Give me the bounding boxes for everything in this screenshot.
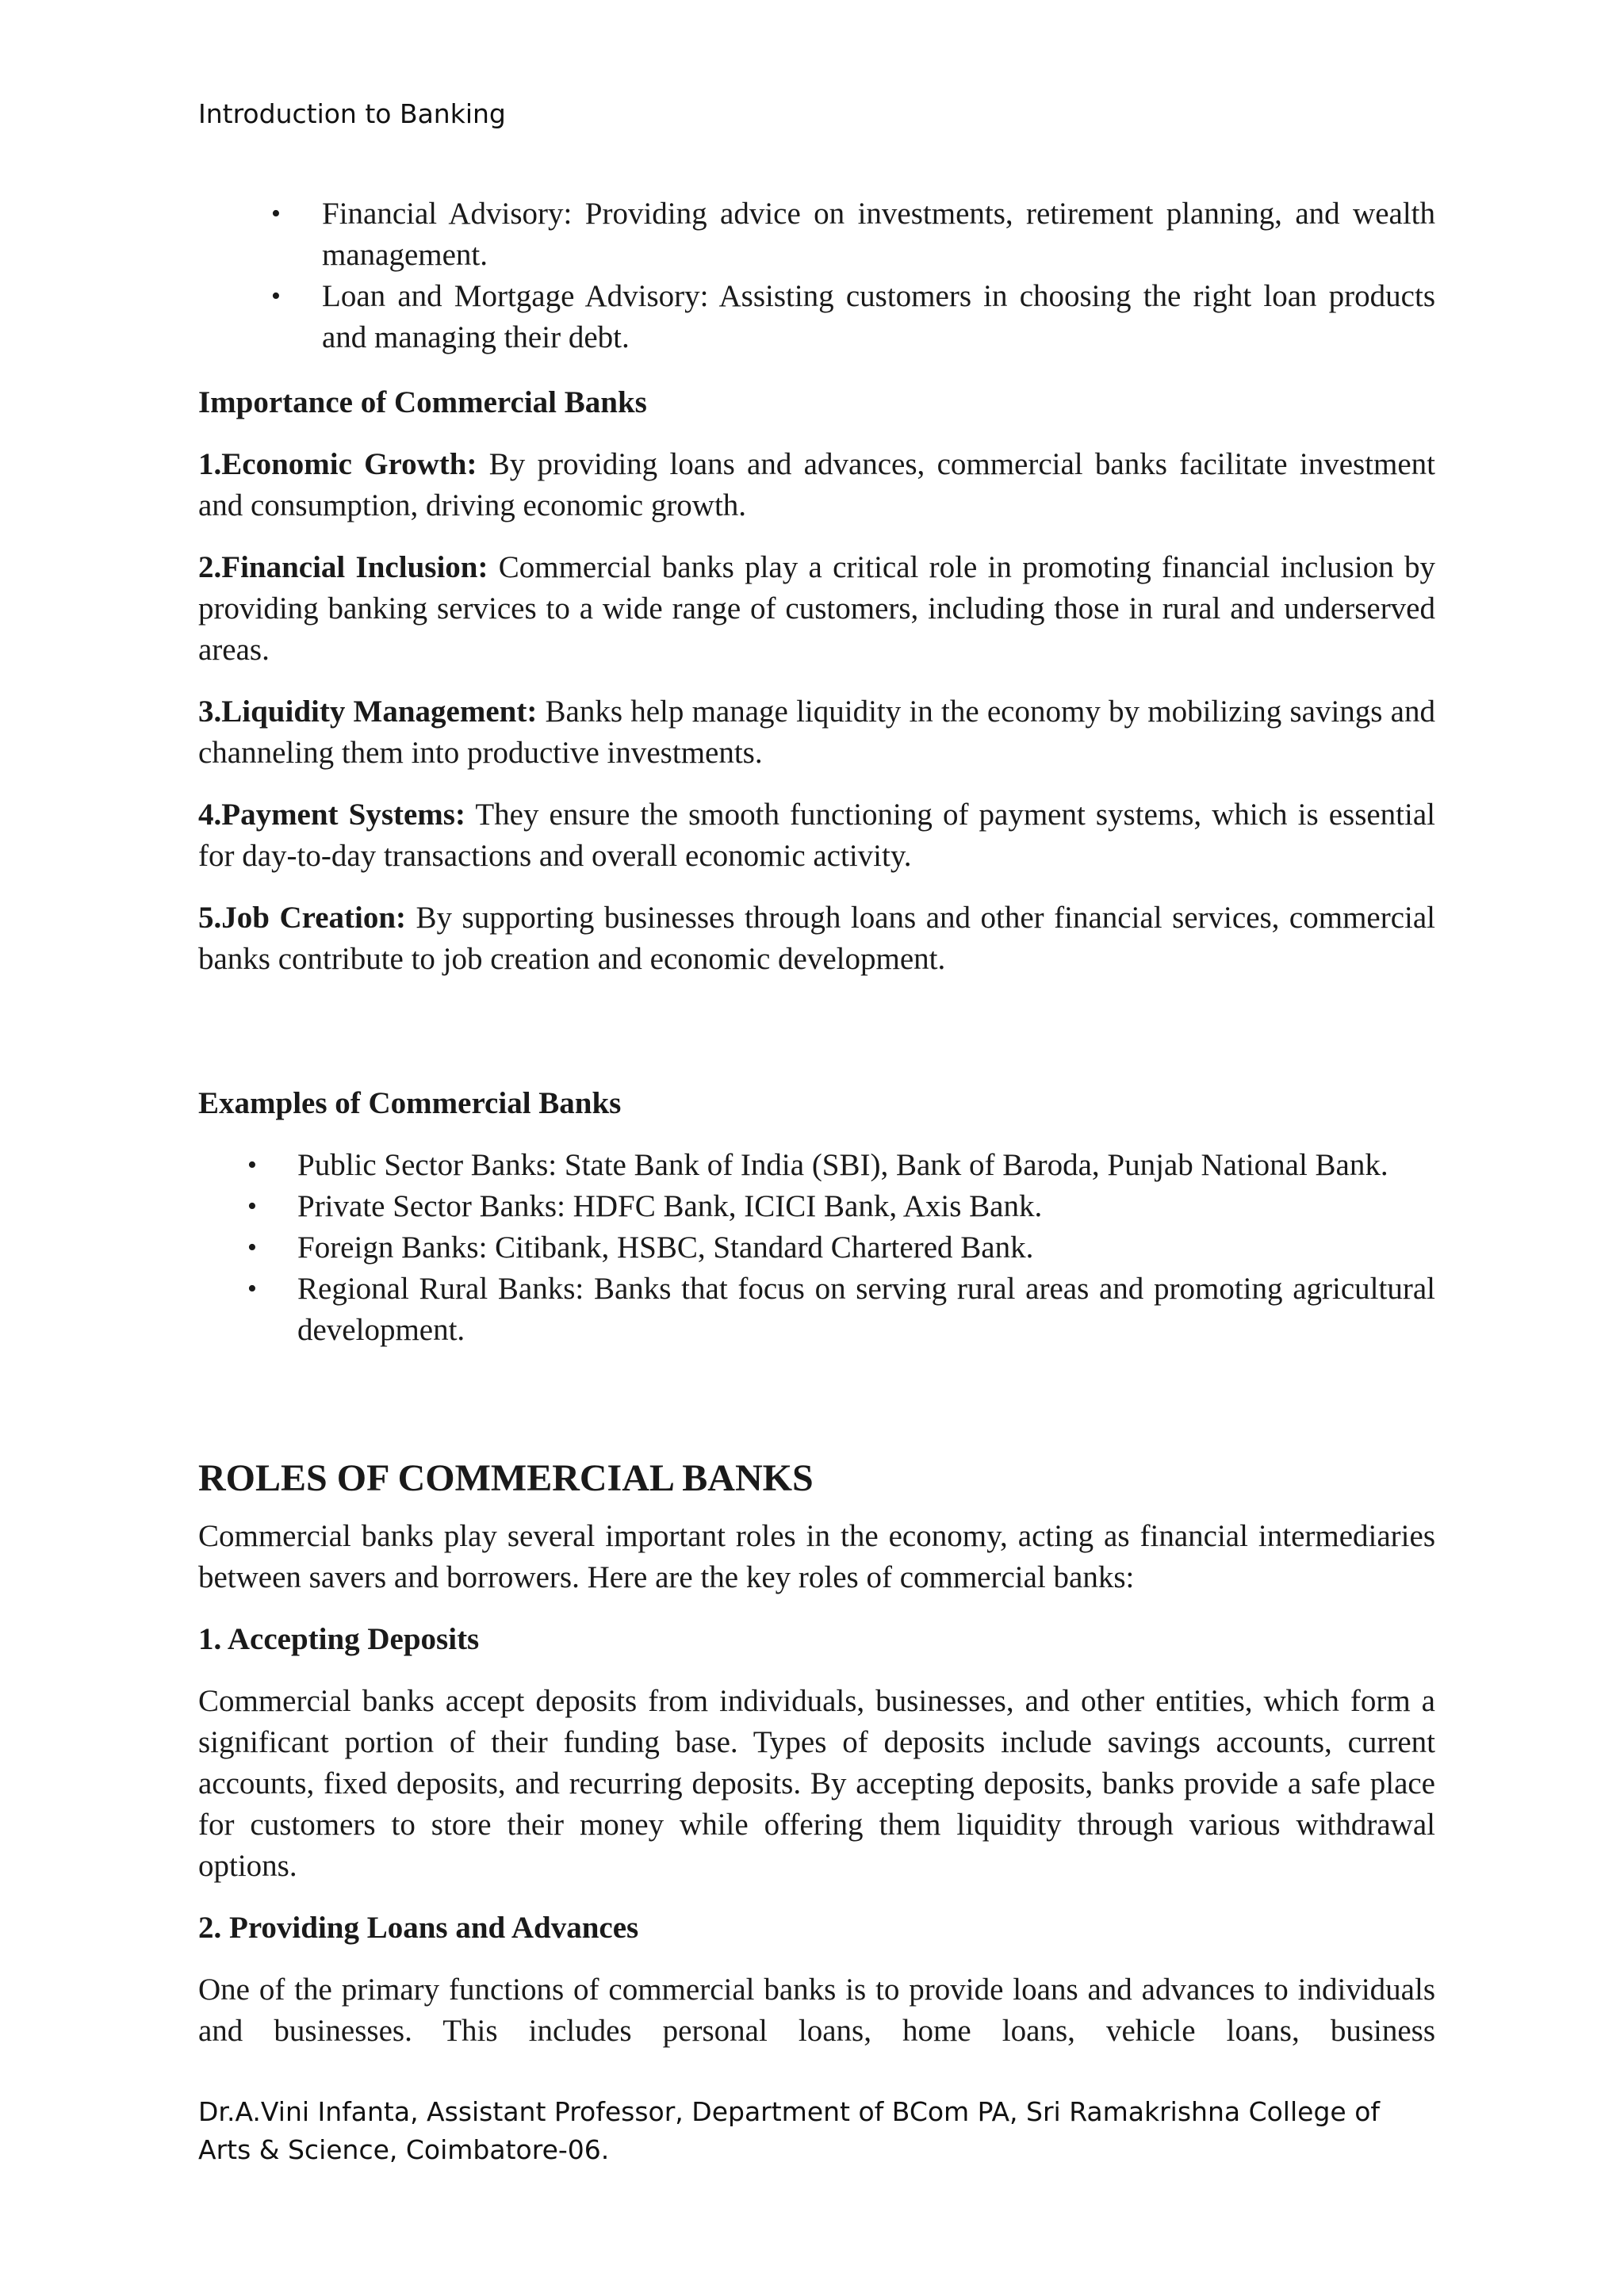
list-item: • Public Sector Banks: State Bank of India (SBI), Bank of Baroda, Punjab National Bank. [198,1145,1435,1186]
point-label: 3.Liquidity Management: [198,695,538,729]
subsection-heading: 2. Providing Loans and Advances [198,1911,639,1945]
point-text: Banks help manage liquidity in the economy by mobilizing savings and channeling them into productive investments. [198,695,1435,770]
document-body [198,193,1435,2052]
point-label: 5.Job Creation: [198,901,407,935]
page-footer: Dr.A.Vini Infanta, Assistant Professor, Department of BCom PA, Sri Ramakrishna College of Arts & Science, Coimbatore-06. [198,2096,1380,2165]
list-item: • Private Sector Banks: HDFC Bank, ICICI Bank, Axis Bank. [198,1186,1435,1227]
point-text: By providing loans and advances, commercial banks facilitate investment and consumption, driving economic growth. [198,447,1435,522]
section-heading-roles: ROLES OF COMMERCIAL BANKS [198,1457,814,1499]
importance-point [198,794,1435,877]
section-heading-examples: Examples of Commercial Banks [198,1086,622,1120]
bullet-icon: • [271,199,281,228]
bullet-icon: • [247,1274,257,1303]
bullet-icon: • [271,281,281,311]
importance-point [198,897,1435,980]
running-header: Introduction to Banking [198,98,506,129]
list-item: • Financial Advisory: Providing advice on investments, retirement planning, and wealth management. [198,193,1435,276]
subsection-body: Commercial banks accept deposits from individuals, businesses, and other entities, which form a significant portion of their funding base. Types of deposits include savings accounts, current accounts, fixed deposits, and recurring deposits. By accepting deposits, banks provide a safe place for customers to store their money while offering them liquidity through various withdrawal options. [198,1684,1435,1883]
bullet-icon: • [247,1192,257,1221]
importance-point [198,547,1435,671]
subsection-heading: 1. Accepting Deposits [198,1622,480,1656]
subsection-body: One of the primary functions of commercial banks is to provide loans and advances to individuals and businesses. This includes personal loans, home loans, vehicle loans, business [198,1973,1435,2048]
point-label: 2.Financial Inclusion: [198,550,488,584]
advisory-list [198,193,1435,358]
bullet-icon: • [247,1150,257,1180]
importance-point [198,444,1435,526]
point-text: They ensure the smooth functioning of payment systems, which is essential for day-to-day transactions and overall economic activity. [198,798,1435,873]
list-item: • Foreign Banks: Citibank, HSBC, Standard Chartered Bank. [198,1227,1435,1269]
point-label: 1.Economic Growth: [198,447,477,481]
examples-list [198,1145,1435,1351]
point-text: By supporting businesses through loans and other financial services, commercial banks contribute to job creation and economic development. [198,901,1435,976]
point-text: Commercial banks play a critical role in promoting financial inclusion by providing banking services to a wide range of customers, including those in rural and underserved areas. [198,550,1435,667]
bullet-icon: • [247,1233,257,1262]
section-heading-importance: Importance of Commercial Banks [198,385,647,419]
point-label: 4.Payment Systems: [198,798,465,832]
importance-point [198,691,1435,774]
roles-intro: Commercial banks play several important roles in the economy, acting as financial intermediaries between savers and borrowers. Here are the key roles of commercial banks: [198,1519,1435,1594]
list-item: • Loan and Mortgage Advisory: Assisting customers in choosing the right loan products and managing their debt. [198,276,1435,358]
list-item: • Regional Rural Banks: Banks that focus on serving rural areas and promoting agricultural development. [198,1269,1435,1351]
